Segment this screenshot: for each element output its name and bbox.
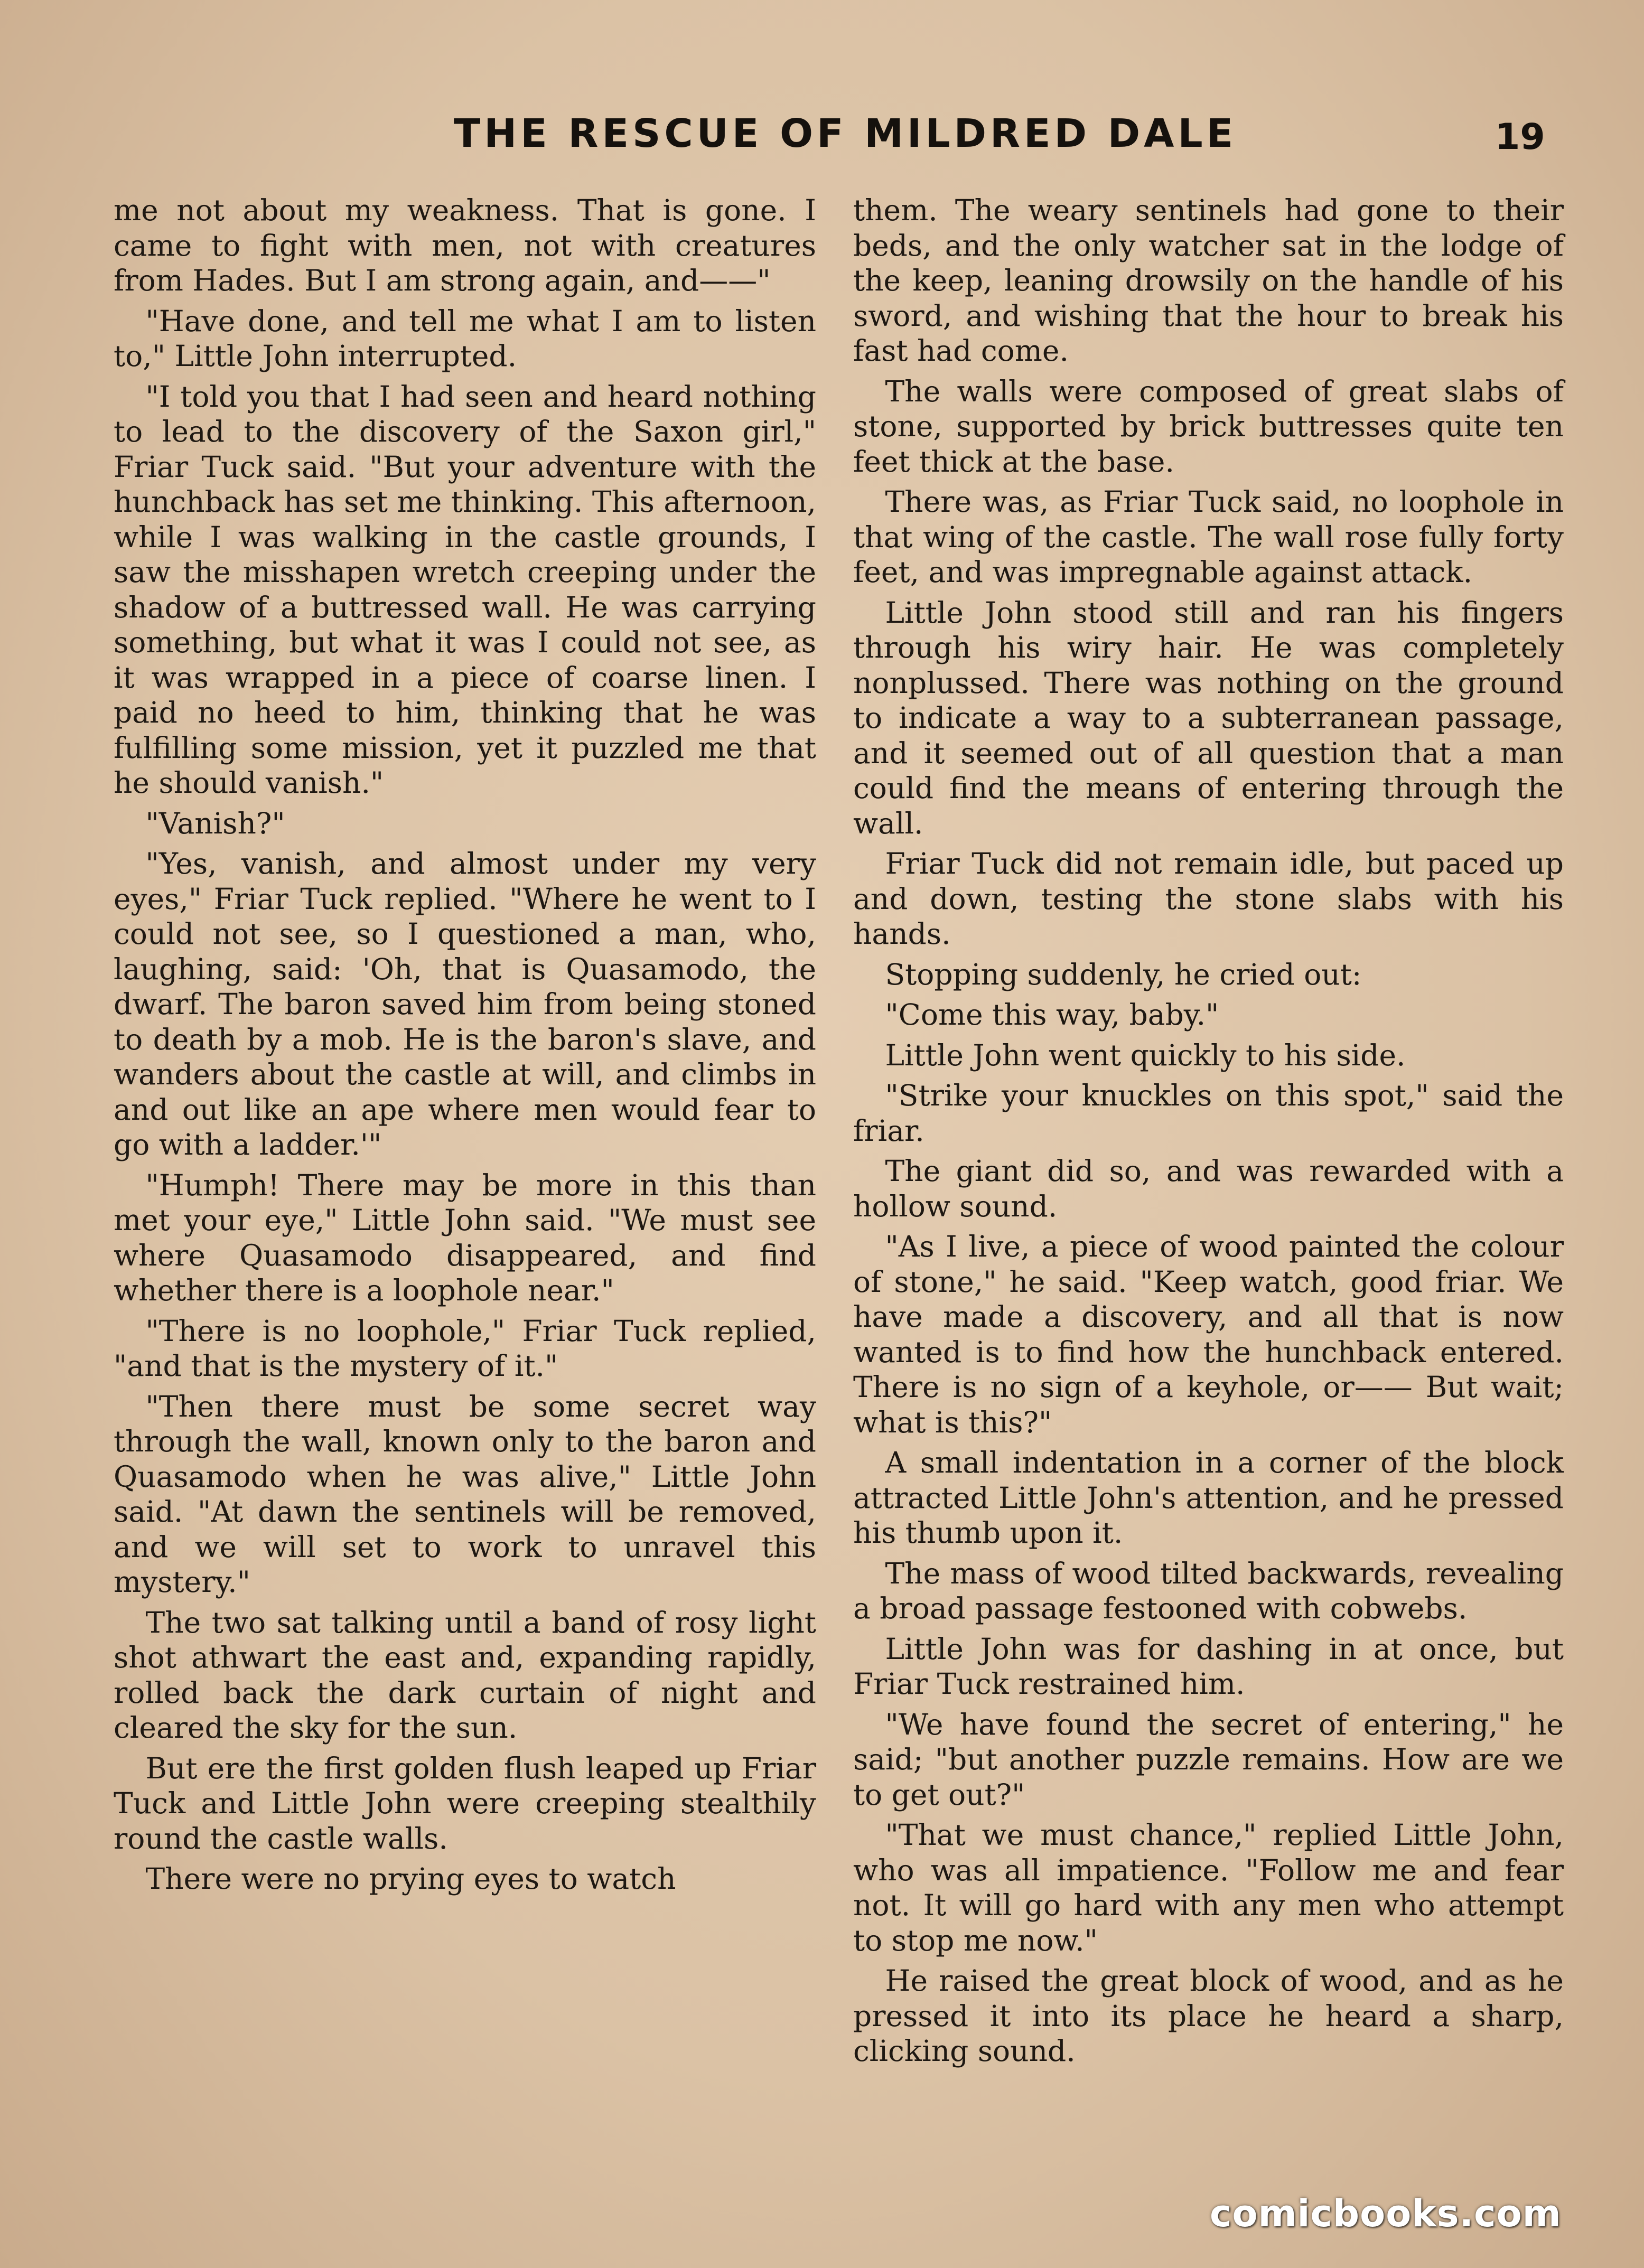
right-column — [853, 193, 1564, 2074]
paragraph: me not about my weakness. That is gone. I came to fight with men, not with creatures from Hades. But I am strong again, and——" — [114, 193, 816, 297]
paragraph: A small indentation in a corner of the block attracted Little John's attention, and he pressed his thumb upon it. — [853, 1446, 1564, 1550]
running-header — [0, 106, 1644, 164]
paragraph: There was, as Friar Tuck said, no loophole in that wing of the castle. The wall rose fully forty feet, and was impregnable against attack. — [853, 485, 1564, 589]
paragraph: them. The weary sentinels had gone to their beds, and the only watcher sat in the lodge of the keep, leaning drowsily on the handle of his sword, and wishing that the hour to break his fast had come. — [853, 193, 1564, 368]
page-number: 19 — [1495, 116, 1545, 158]
paragraph: "Strike your knuckles on this spot," said the friar. — [853, 1079, 1564, 1148]
paragraph: There were no prying eyes to watch — [145, 1862, 676, 1896]
paragraph: "Then there must be some secret way through the wall, known only to the baron and Quasamodo when he was alive," Little John said. "At dawn the sentinels will be removed, and we will set to work to unravel this mystery." — [114, 1389, 816, 1599]
paragraph: "We have found the secret of entering," he said; "but another puzzle remains. How are we to get out?" — [853, 1707, 1564, 1812]
paragraph: "Yes, vanish, and almost under my very eyes," Friar Tuck replied. "Where he went to I could not see, so I questioned a man, who, laughing, said: 'Oh, that is Quasamodo, the dwarf. The baron saved him from being stoned to death by a mob. He is the baron's slave, and wanders about the castle at will, and climbs in and out like an ape where men would fear to go with a ladder.'" — [114, 847, 816, 1161]
paragraph: Little John stood still and ran his fingers through his wiry hair. He was completely nonplussed. There was nothing on the ground to indicate a way to a subterranean passage, and it seemed out of all question that a man could find the means of entering through the wall. — [853, 595, 1564, 840]
paragraph: "Vanish?" — [145, 806, 285, 840]
paragraph: Little John went quickly to his side. — [885, 1038, 1406, 1072]
paragraph: Stopping suddenly, he cried out: — [885, 957, 1362, 991]
paragraph: "Have done, and tell me what I am to listen to," Little John interrupted. — [114, 304, 816, 373]
paragraph: "There is no loophole," Friar Tuck replied, "and that is the mystery of it." — [114, 1314, 816, 1383]
paragraph: He raised the great block of wood, and as he pressed it into its place he heard a sharp, clicking sound. — [853, 1964, 1564, 2068]
paragraph: But ere the first golden flush leaped up Friar Tuck and Little John were creeping stealthily round the castle walls. — [114, 1751, 816, 1855]
paragraph: "That we must chance," replied Little John, who was all impatience. "Follow me and fear not. It will go hard with any men who attempt to stop me now." — [853, 1818, 1564, 1957]
watermark-logo: comicbooks.com — [1210, 2192, 1562, 2235]
left-column — [114, 193, 816, 1902]
paragraph: "Humph! There may be more in this than met your eye," Little John said. "We must see where Quasamodo disappeared, and find whether there is a loophole near." — [114, 1168, 816, 1307]
page-title: THE RESCUE OF MILDRED DALE — [453, 111, 1237, 156]
paragraph: The mass of wood tilted backwards, revealing a broad passage festooned with cobwebs. — [853, 1556, 1564, 1625]
paragraph: "Come this way, baby." — [885, 998, 1219, 1032]
paragraph: The walls were composed of great slabs of stone, supported by brick buttresses quite ten feet thick at the base. — [853, 374, 1564, 479]
paragraph: Friar Tuck did not remain idle, but paced up and down, testing the stone slabs with his hands. — [853, 847, 1564, 951]
paragraph: The giant did so, and was rewarded with a hollow sound. — [853, 1154, 1564, 1223]
paragraph: "I told you that I had seen and heard nothing to lead to the discovery of the Saxon girl," Friar Tuck said. "But your adventure with the hunchback has set me thinking. This afternoon, while I was walking in the castle grounds, I saw the misshapen wretch creeping under the shadow of a buttressed wall. He was carrying something, but what it was I could not see, as it was wrapped in a piece of coarse linen. I paid no heed to him, thinking that he was fulfilling some mission, yet it puzzled me that he should vanish." — [114, 379, 816, 800]
paragraph: "As I live, a piece of wood painted the colour of stone," he said. "Keep watch, good friar. We have made a discovery, and all that is now wanted is to find how the hunchback entered. There is no sign of a keyhole, or—— But wait; what is this?" — [853, 1230, 1564, 1439]
paragraph: Little John was for dashing in at once, but Friar Tuck restrained him. — [853, 1632, 1564, 1701]
paragraph: The two sat talking until a band of rosy light shot athwart the east and, expanding rapidly, rolled back the dark curtain of night and cleared the sky for the sun. — [114, 1605, 816, 1745]
